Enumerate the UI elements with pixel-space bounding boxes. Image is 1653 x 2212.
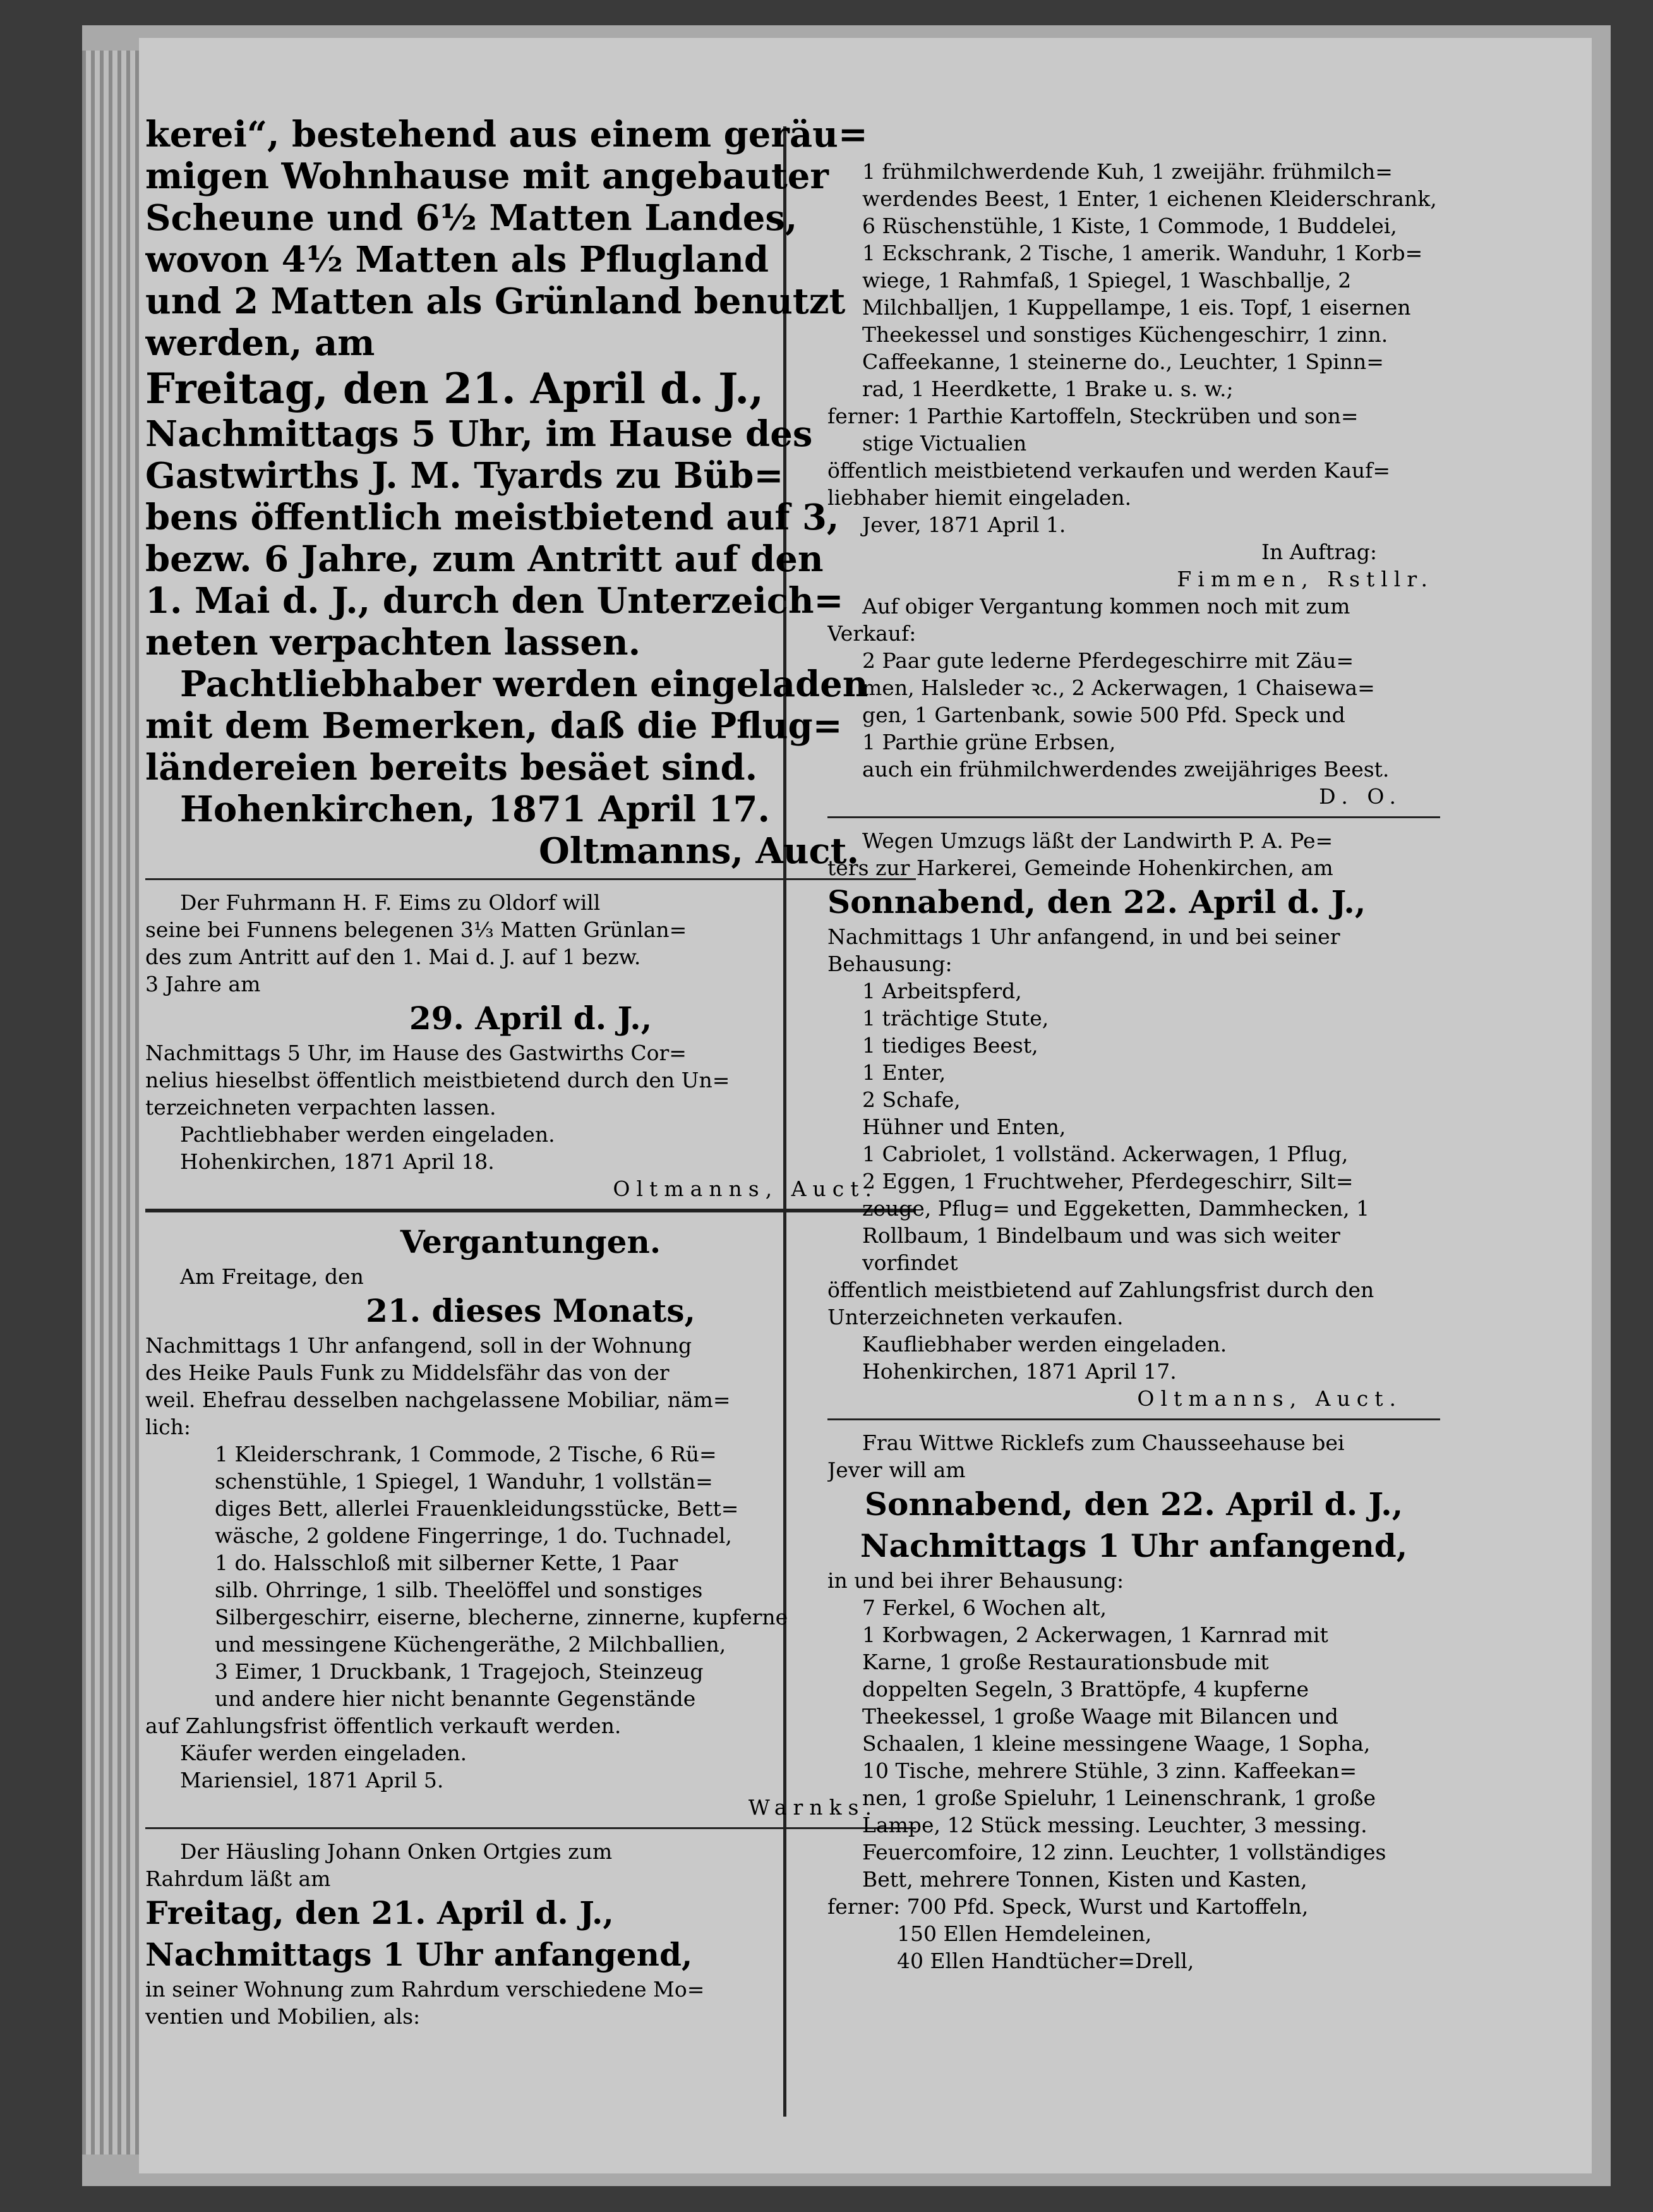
signature: Warnks. [748,1795,878,1820]
place-date: Hohenkirchen, 1871 April 18. [180,1149,495,1174]
item-line: Lampe, 12 Stück messing. Leuchter, 3 messing. [862,1813,1367,1837]
notice-date: Freitag, den 21. April d. J., [145,1894,614,1931]
text-line: 3 Jahre am [145,972,261,996]
left-column [145,114,916,2030]
separator-rule [145,1209,916,1212]
item-line: men, Halsleder ꝛc., 2 Ackerwagen, 1 Chaisewa= [862,675,1375,700]
item-line: diges Bett, allerlei Frauenkleidungsstücke, Bett= [215,1496,739,1521]
item-line: 1 Arbeitspferd, [862,979,1022,1003]
notice-date: Sonnabend, den 22. April d. J., [864,1485,1404,1523]
place-date: Jever, 1871 April 1. [862,512,1066,537]
invite: Käufer werden eingeladen. [180,1741,467,1765]
text-line: Rahrdum läßt am [145,1866,331,1891]
signature: Fimmen, Rstllr. [1177,567,1434,591]
text-line: Auf obiger Vergantung kommen noch mit zum [862,594,1350,619]
separator-rule [145,1827,916,1829]
text-line: Gastwirths J. M. Tyards zu Büb= [145,455,784,497]
text-line: Nachmittags 5 Uhr, im Hause des Gastwirths Cor= [145,1041,687,1065]
text-line: liebhaber hiemit eingeladen. [827,485,1132,510]
notice-rahrdum [145,1838,916,2030]
text-line: mit dem Bemerken, daß die Pflug= [145,705,843,747]
invite: Kaufliebhaber werden eingeladen. [862,1332,1227,1357]
text-line: Der Häusling Johann Onken Ortgies zum [180,1839,613,1864]
item-line: werdendes Beest, 1 Enter, 1 eichenen Kleiderschrank, [862,186,1437,211]
text-line: bezw. 6 Jahre, zum Antritt auf den [145,538,824,580]
item-line: doppelten Segeln, 3 Brattöpfe, 4 kupferne [862,1677,1309,1701]
right-column [827,158,1440,1974]
separator-rule [145,878,916,880]
text-line: lich: [145,1415,191,1439]
item-line: 40 Ellen Handtücher=Drell, [897,1949,1194,1973]
text-line: bens öffentlich meistbietend auf 3, [145,497,839,538]
item-line: 1 Kleiderschrank, 1 Commode, 2 Tische, 6 Rü= [215,1442,717,1466]
separator-rule [827,1418,1440,1420]
item-line: Silbergeschirr, eiserne, blecherne, zinnerne, kupferne [215,1605,788,1629]
text-line: ländereien bereits besäet sind. [145,747,758,789]
text-line: Jever will am [827,1458,966,1482]
place-date: Mariensiel, 1871 April 5. [180,1768,444,1792]
item-line: Milchballjen, 1 Kuppellampe, 1 eis. Topf, 1 eisernen [862,295,1411,320]
item-line: Schaalen, 1 kleine messingene Waage, 1 Sopha, [862,1731,1371,1756]
text-line: in seiner Wohnung zum Rahrdum verschiedene Mo= [145,1977,705,2002]
invite: Pachtliebhaber werden eingeladen. [180,1122,555,1147]
text-line: stige Victualien [862,431,1027,456]
text-line: nelius hieselbst öffentlich meistbietend durch den Un= [145,1068,730,1092]
item-line: wäsche, 2 goldene Fingerringe, 1 do. Tuchnadel, [215,1523,732,1548]
text-line: terzeichneten verpachten lassen. [145,1095,496,1120]
text-line: des zum Antritt auf den 1. Mai d. J. auf 1 bezw. [145,945,641,969]
text-line: auf Zahlungsfrist öffentlich verkauft werden. [145,1713,622,1738]
item-line: Karne, 1 große Restaurationsbude mit [862,1650,1269,1674]
item-line: wiege, 1 Rahmfaß, 1 Spiegel, 1 Waschballje, 2 [862,268,1352,293]
page-edges [82,51,139,2155]
notice-date: 21. dieses Monats, [366,1292,695,1329]
notice-body [145,114,916,364]
text-line: Unterzeichneten verkaufen. [827,1305,1124,1329]
place-date: Hohenkirchen, 1871 April 17. [180,789,770,830]
text-line: seine bei Funnens belegenen 3⅓ Matten Grünlan= [145,917,687,942]
text-line: ventien und Mobilien, als: [145,2004,421,2029]
text-line: des Heike Pauls Funk zu Middelsfähr das von der [145,1360,670,1385]
item-line: 1 Parthie grüne Erbsen, [862,730,1116,754]
item-line: Bett, mehrere Tonnen, Kisten und Kasten, [862,1867,1307,1892]
signature: Oltmanns, Auct. [613,1176,878,1201]
item-line: 2 Eggen, 1 Fruchtweher, Pferdegeschirr, Silt= [862,1169,1354,1194]
notice-time: Nachmittags 1 Uhr anfangend, [860,1527,1408,1564]
signature: Oltmanns, Auct. [538,830,859,872]
item-line: gen, 1 Gartenbank, sowie 500 Pfd. Speck und [862,703,1345,727]
item-line: 6 Rüschenstühle, 1 Kiste, 1 Commode, 1 Buddelei, [862,214,1397,238]
text-line: auch ein frühmilchwerdendes zweijähriges Beest. [862,757,1390,782]
item-line: Rollbaum, 1 Bindelbaum und was sich weiter [862,1223,1340,1248]
item-line: vorfindet [862,1250,958,1275]
notice-lease-funnens [145,889,916,1202]
notice-lease-buebbens [145,114,916,872]
item-line: Theekessel und sonstiges Küchengeschirr, 1 zinn. [862,322,1388,347]
text-line: Wegen Umzugs läßt der Landwirth P. A. Pe= [862,828,1333,853]
text-line: Pachtliebhaber werden eingeladen [180,663,869,705]
initials: D. O. [1319,784,1402,809]
place-date: Hohenkirchen, 1871 April 17. [862,1359,1177,1384]
text-line: Nachmittags 5 Uhr, im Hause des [145,413,813,455]
item-line: 10 Tische, mehrere Stühle, 3 zinn. Kaffeekan= [862,1758,1357,1783]
text-line: Nachmittags 1 Uhr anfangend, soll in der Wohnung [145,1333,692,1358]
text-line: 1. Mai d. J., durch den Unterzeich= [145,580,844,622]
text-line: migen Wohnhause mit angebauter [145,155,829,197]
item-line: zeuge, Pflug= und Eggeketten, Dammhecken, 1 [862,1196,1370,1221]
item-line: 1 tiediges Beest, [862,1033,1038,1058]
text-line: Scheune und 6½ Matten Landes, [145,197,798,239]
text-line: Am Freitage, den [180,1264,364,1289]
item-line: 150 Ellen Hemdeleinen, [897,1921,1152,1946]
item-line: Caffeekanne, 1 steinerne do., Leuchter, 1 Spinn= [862,349,1384,374]
item-line: nen, 1 große Spieluhr, 1 Leinenschrank, 1 große [862,1786,1376,1810]
text-line: neten verpachten lassen. [145,622,641,663]
item-line: und messingene Küchengeräthe, 2 Milchballien, [215,1632,726,1657]
item-line: 1 frühmilchwerdende Kuh, 1 zweijähr. frühmilch= [862,159,1393,184]
item-line: 7 Ferkel, 6 Wochen alt, [862,1595,1107,1620]
signature: Oltmanns, Auct. [1137,1386,1402,1411]
notice-vergantungen [145,1221,916,1821]
notice-date: Freitag, den 21. April d. J., [145,364,764,413]
text-line: öffentlich meistbietend auf Zahlungsfrist durch den [827,1278,1374,1302]
notice-harkerei [827,827,1440,1412]
item-line: 1 Korbwagen, 2 Ackerwagen, 1 Karnrad mit [862,1623,1328,1647]
section-heading: Vergantungen. [400,1223,661,1260]
item-line: 1 Cabriolet, 1 vollständ. Ackerwagen, 1 Pflug, [862,1142,1349,1166]
text-line: werden, am [145,322,375,364]
notice-ricklefs [827,1429,1440,1974]
item-line: und andere hier nicht benannte Gegenstände [215,1686,696,1711]
item-line: schenstühle, 1 Spiegel, 1 Wanduhr, 1 vollstän= [215,1469,713,1494]
text-line: Verkauf: [827,621,917,646]
text-line: in und bei ihrer Behausung: [827,1568,1124,1593]
notice-jever-inventory [827,158,1440,810]
item-line: 1 trächtige Stute, [862,1006,1049,1030]
text-line: ferner: 700 Pfd. Speck, Wurst und Kartoffeln, [827,1894,1309,1919]
item-line: rad, 1 Heerdkette, 1 Brake u. s. w.; [862,377,1234,401]
item-line: 1 Enter, [862,1060,946,1085]
text-line: und 2 Matten als Grünland benutzt [145,281,846,322]
text-line: weil. Ehefrau desselben nachgelassene Mobiliar, näm= [145,1387,731,1412]
text-line: Nachmittags 1 Uhr anfangend, in und bei seiner [827,924,1340,949]
text-line: ters zur Harkerei, Gemeinde Hohenkirchen, am [827,855,1333,880]
item-line: 3 Eimer, 1 Druckbank, 1 Tragejoch, Steinzeug [215,1659,704,1684]
text-line: wovon 4½ Matten als Pflugland [145,239,769,281]
item-line: 1 do. Halsschloß mit silberner Kette, 1 Paar [215,1550,678,1575]
auftrag-label: In Auftrag: [1261,540,1377,564]
item-line: silb. Ohrringe, 1 silb. Theelöffel und sonstiges [215,1578,703,1602]
text-line: kerei“, bestehend aus einem geräu= [145,114,868,155]
text-line: öffentlich meistbietend verkaufen und werden Kauf= [827,458,1390,483]
item-line: Feuercomfoire, 12 zinn. Leuchter, 1 vollständiges [862,1840,1386,1864]
text-line: Frau Wittwe Ricklefs zum Chausseehause bei [862,1430,1345,1455]
item-line: Hühner und Enten, [862,1115,1066,1139]
notice-time: Nachmittags 1 Uhr anfangend, [145,1936,693,1973]
notice-date: Sonnabend, den 22. April d. J., [827,883,1366,921]
notice-date: 29. April d. J., [409,1000,652,1037]
item-line: 1 Eckschrank, 2 Tische, 1 amerik. Wanduhr, 1 Korb= [862,241,1423,265]
item-line: Theekessel, 1 große Waage mit Bilancen und [862,1704,1338,1729]
text-line: Der Fuhrmann H. F. Eims zu Oldorf will [180,890,601,915]
text-line: ferner: 1 Parthie Kartoffeln, Steckrüben und son= [827,404,1359,428]
separator-rule [827,816,1440,818]
item-line: 2 Paar gute lederne Pferdegeschirre mit Zäu= [862,648,1354,673]
item-line: 2 Schafe, [862,1087,961,1112]
text-line: Behausung: [827,952,953,976]
